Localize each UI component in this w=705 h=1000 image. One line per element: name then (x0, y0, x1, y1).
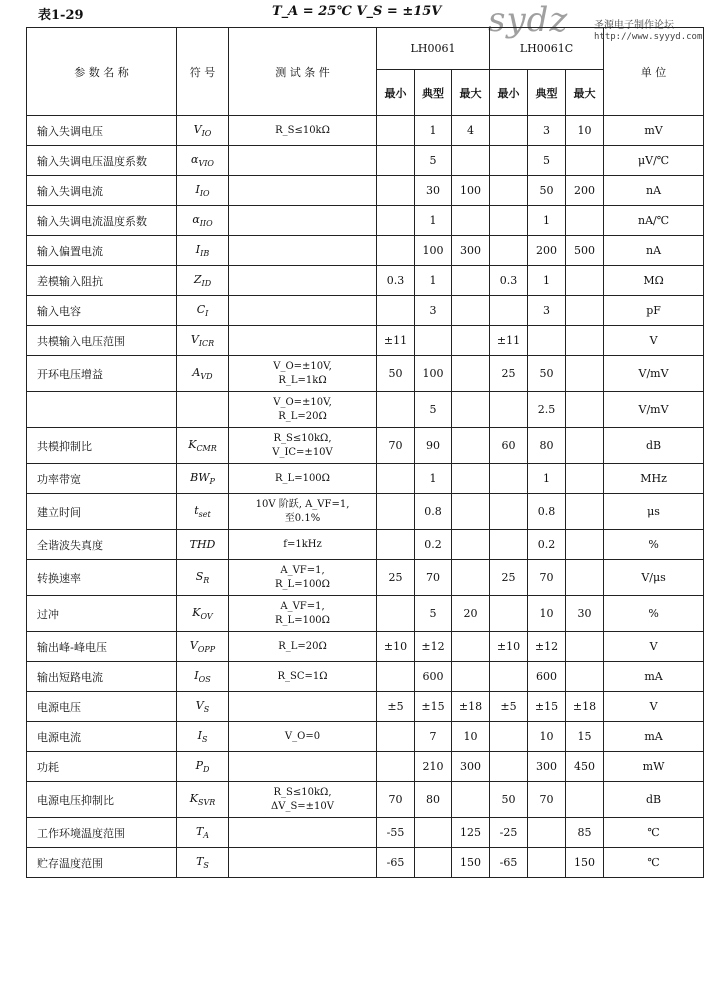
param-symbol: $S_R$ (177, 560, 229, 596)
lh0061-max: 20 (452, 596, 490, 632)
test-conditions: T_A = 25℃ V_S = ±15V (272, 4, 442, 19)
param-unit: μV/℃ (604, 146, 704, 176)
param-symbol: $V_{IO}$ (177, 116, 229, 146)
header-max: 最大 (452, 70, 490, 116)
table-row (27, 326, 704, 356)
lh0061c-max: 150 (566, 848, 604, 878)
lh0061c-max (566, 392, 604, 428)
param-symbol: $V_{ICR}$ (177, 326, 229, 356)
test-condition (229, 752, 377, 782)
param-unit: mV (604, 116, 704, 146)
lh0061c-typ: 0.8 (528, 494, 566, 530)
lh0061-max (452, 530, 490, 560)
lh0061-min (377, 392, 415, 428)
lh0061c-max (566, 632, 604, 662)
lh0061c-typ (528, 326, 566, 356)
param-symbol (177, 392, 229, 428)
lh0061c-typ: 0.2 (528, 530, 566, 560)
param-symbol: $A_{VD}$ (177, 356, 229, 392)
test-condition: V_O=0 (229, 722, 377, 752)
param-symbol: THD (177, 530, 229, 560)
header-typ: 典型 (528, 70, 566, 116)
lh0061c-max (566, 146, 604, 176)
test-condition: f=1kHz (229, 530, 377, 560)
table-row (27, 266, 704, 296)
param-name: 功率带宽 (27, 464, 177, 494)
lh0061c-min (490, 596, 528, 632)
lh0061-typ: 600 (415, 662, 452, 692)
header-device-lh0061: LH0061 (377, 28, 490, 70)
lh0061-typ: 1 (415, 116, 452, 146)
param-symbol: $I_{OS}$ (177, 662, 229, 692)
lh0061-max (452, 782, 490, 818)
param-name: 功耗 (27, 752, 177, 782)
lh0061c-min (490, 662, 528, 692)
lh0061c-max: 30 (566, 596, 604, 632)
param-unit: V (604, 326, 704, 356)
lh0061-max (452, 296, 490, 326)
lh0061c-max: 500 (566, 236, 604, 266)
test-condition: R_L=100Ω (229, 464, 377, 494)
lh0061-typ (415, 848, 452, 878)
param-unit: V/mV (604, 356, 704, 392)
lh0061-min (377, 722, 415, 752)
param-unit: pF (604, 296, 704, 326)
lh0061-max: 100 (452, 176, 490, 206)
table-row (27, 692, 704, 722)
lh0061c-max (566, 206, 604, 236)
param-name: 转换速率 (27, 560, 177, 596)
param-name: 贮存温度范围 (27, 848, 177, 878)
header-symbol: 符 号 (177, 28, 229, 116)
param-unit: mA (604, 722, 704, 752)
lh0061c-typ: 300 (528, 752, 566, 782)
lh0061-min: -55 (377, 818, 415, 848)
param-unit: MΩ (604, 266, 704, 296)
table-row (27, 782, 704, 818)
lh0061-min: 25 (377, 560, 415, 596)
lh0061-min: ±10 (377, 632, 415, 662)
lh0061c-min: -65 (490, 848, 528, 878)
lh0061-min: ±11 (377, 326, 415, 356)
lh0061c-typ: 1 (528, 266, 566, 296)
table-row (27, 392, 704, 428)
lh0061-max (452, 428, 490, 464)
lh0061-typ: 5 (415, 146, 452, 176)
param-name: 输入失调电压 (27, 116, 177, 146)
param-unit: nA (604, 236, 704, 266)
lh0061c-max: 85 (566, 818, 604, 848)
lh0061c-max (566, 782, 604, 818)
test-condition: V_O=±10V, R_L=1kΩ (229, 356, 377, 392)
lh0061c-typ: ±15 (528, 692, 566, 722)
lh0061c-max: 10 (566, 116, 604, 146)
param-symbol: $BW_P$ (177, 464, 229, 494)
test-condition (229, 296, 377, 326)
lh0061-max (452, 494, 490, 530)
lh0061c-max (566, 464, 604, 494)
lh0061-min (377, 206, 415, 236)
param-unit: V (604, 632, 704, 662)
table-row (27, 560, 704, 596)
test-condition: A_VF=1, R_L=100Ω (229, 560, 377, 596)
table-row (27, 530, 704, 560)
lh0061-min: 70 (377, 428, 415, 464)
lh0061-typ: 90 (415, 428, 452, 464)
lh0061-min (377, 236, 415, 266)
lh0061c-max (566, 326, 604, 356)
param-name: 输入电容 (27, 296, 177, 326)
param-symbol: $K_{CMR}$ (177, 428, 229, 464)
watermark-url: http://www.syyyd.com (594, 32, 703, 42)
lh0061c-typ: 70 (528, 782, 566, 818)
test-condition: 10V 阶跃, A_VF=1, 至0.1% (229, 494, 377, 530)
lh0061-min (377, 116, 415, 146)
table-row (27, 752, 704, 782)
header-min: 最小 (490, 70, 528, 116)
param-name: 输入失调电流 (27, 176, 177, 206)
param-name: 输入失调电压温度系数 (27, 146, 177, 176)
lh0061-max: 300 (452, 236, 490, 266)
header-typ: 典型 (415, 70, 452, 116)
table-row (27, 296, 704, 326)
lh0061c-min (490, 752, 528, 782)
table-row (27, 494, 704, 530)
lh0061c-max (566, 494, 604, 530)
param-name: 电源电流 (27, 722, 177, 752)
lh0061-typ: 7 (415, 722, 452, 752)
lh0061c-max (566, 530, 604, 560)
lh0061-typ (415, 326, 452, 356)
param-unit: μs (604, 494, 704, 530)
param-symbol: $C_I$ (177, 296, 229, 326)
lh0061-typ: 210 (415, 752, 452, 782)
table-row (27, 356, 704, 392)
lh0061c-min: 25 (490, 356, 528, 392)
param-symbol: $K_{SVR}$ (177, 782, 229, 818)
test-condition (229, 326, 377, 356)
param-name: 共模输入电压范围 (27, 326, 177, 356)
table-row (27, 206, 704, 236)
lh0061c-typ: 5 (528, 146, 566, 176)
lh0061-typ: 5 (415, 392, 452, 428)
lh0061-max (452, 662, 490, 692)
lh0061-max: 150 (452, 848, 490, 878)
lh0061c-min (490, 392, 528, 428)
test-condition (229, 206, 377, 236)
lh0061c-typ: 50 (528, 356, 566, 392)
param-unit: V/μs (604, 560, 704, 596)
lh0061c-typ: 3 (528, 296, 566, 326)
param-symbol: $I_{IB}$ (177, 236, 229, 266)
param-unit: mA (604, 662, 704, 692)
lh0061c-max (566, 662, 604, 692)
lh0061-max (452, 356, 490, 392)
lh0061-max (452, 560, 490, 596)
lh0061-typ: 70 (415, 560, 452, 596)
table-row (27, 848, 704, 878)
table-row (27, 662, 704, 692)
test-condition: R_S≤10kΩ, ΔV_S=±10V (229, 782, 377, 818)
lh0061-min: 50 (377, 356, 415, 392)
param-symbol: $V_S$ (177, 692, 229, 722)
param-symbol: $\alpha_{VIO}$ (177, 146, 229, 176)
lh0061c-typ (528, 818, 566, 848)
lh0061c-max: 200 (566, 176, 604, 206)
param-symbol: $P_D$ (177, 752, 229, 782)
test-condition (229, 818, 377, 848)
param-symbol: $\alpha_{IIO}$ (177, 206, 229, 236)
lh0061-typ: 1 (415, 266, 452, 296)
test-condition: R_S≤10kΩ, V_IC=±10V (229, 428, 377, 464)
lh0061-min (377, 596, 415, 632)
lh0061-typ: 100 (415, 236, 452, 266)
lh0061c-typ: 200 (528, 236, 566, 266)
test-condition: A_VF=1, R_L=100Ω (229, 596, 377, 632)
lh0061c-typ: 1 (528, 464, 566, 494)
lh0061-typ: ±12 (415, 632, 452, 662)
param-unit: nA/℃ (604, 206, 704, 236)
test-condition (229, 848, 377, 878)
lh0061-typ: ±15 (415, 692, 452, 722)
lh0061c-min (490, 236, 528, 266)
lh0061c-typ: 50 (528, 176, 566, 206)
lh0061-typ: 1 (415, 206, 452, 236)
lh0061c-min: ±10 (490, 632, 528, 662)
lh0061c-max (566, 356, 604, 392)
table-row (27, 116, 704, 146)
lh0061-min (377, 176, 415, 206)
lh0061c-min (490, 530, 528, 560)
lh0061-max (452, 632, 490, 662)
lh0061-min (377, 494, 415, 530)
lh0061-max (452, 266, 490, 296)
lh0061c-typ: 600 (528, 662, 566, 692)
param-name: 建立时间 (27, 494, 177, 530)
lh0061-min (377, 464, 415, 494)
lh0061c-min (490, 176, 528, 206)
table-row (27, 818, 704, 848)
lh0061-min (377, 530, 415, 560)
lh0061c-min: ±11 (490, 326, 528, 356)
param-unit: dB (604, 428, 704, 464)
lh0061c-typ: 10 (528, 596, 566, 632)
lh0061c-typ: 3 (528, 116, 566, 146)
lh0061-min (377, 146, 415, 176)
param-symbol: $T_S$ (177, 848, 229, 878)
lh0061-max (452, 146, 490, 176)
lh0061c-min: 0.3 (490, 266, 528, 296)
param-symbol: $I_{IO}$ (177, 176, 229, 206)
lh0061c-min (490, 722, 528, 752)
header-min: 最小 (377, 70, 415, 116)
param-unit: V/mV (604, 392, 704, 428)
test-condition (229, 692, 377, 722)
param-unit: MHz (604, 464, 704, 494)
lh0061c-typ: 80 (528, 428, 566, 464)
param-name: 开环电压增益 (27, 356, 177, 392)
lh0061-max (452, 392, 490, 428)
lh0061-typ: 3 (415, 296, 452, 326)
lh0061-max (452, 326, 490, 356)
table-row (27, 632, 704, 662)
lh0061-min (377, 662, 415, 692)
lh0061c-typ: 2.5 (528, 392, 566, 428)
param-name: 差模输入阻抗 (27, 266, 177, 296)
lh0061-typ: 80 (415, 782, 452, 818)
test-condition (229, 266, 377, 296)
header-param: 参 数 名 称 (27, 28, 177, 116)
param-unit: % (604, 596, 704, 632)
param-unit: ℃ (604, 848, 704, 878)
test-condition: R_S≤10kΩ (229, 116, 377, 146)
lh0061-min: ±5 (377, 692, 415, 722)
lh0061c-max (566, 428, 604, 464)
test-condition: V_O=±10V, R_L=20Ω (229, 392, 377, 428)
watermark-logo: sydz (488, 0, 569, 40)
param-symbol: $Z_{ID}$ (177, 266, 229, 296)
table-row (27, 236, 704, 266)
test-condition (229, 236, 377, 266)
table-row (27, 464, 704, 494)
lh0061c-typ: 10 (528, 722, 566, 752)
lh0061c-max (566, 266, 604, 296)
param-name: 电源电压 (27, 692, 177, 722)
lh0061c-max (566, 296, 604, 326)
param-symbol: $V_{OPP}$ (177, 632, 229, 662)
param-symbol: $I_S$ (177, 722, 229, 752)
param-unit: V (604, 692, 704, 722)
param-unit: % (604, 530, 704, 560)
lh0061-max: ±18 (452, 692, 490, 722)
lh0061c-typ (528, 848, 566, 878)
lh0061c-min: 60 (490, 428, 528, 464)
lh0061c-min (490, 296, 528, 326)
lh0061c-min: -25 (490, 818, 528, 848)
param-unit: dB (604, 782, 704, 818)
param-name: 输入偏置电流 (27, 236, 177, 266)
param-name: 输出峰-峰电压 (27, 632, 177, 662)
param-name: 输入失调电流温度系数 (27, 206, 177, 236)
lh0061c-max: 15 (566, 722, 604, 752)
lh0061-typ: 30 (415, 176, 452, 206)
lh0061c-min (490, 494, 528, 530)
test-condition (229, 146, 377, 176)
lh0061-max: 125 (452, 818, 490, 848)
param-name: 工作环境温度范围 (27, 818, 177, 848)
param-name: 输出短路电流 (27, 662, 177, 692)
lh0061c-typ: 70 (528, 560, 566, 596)
param-name: 过冲 (27, 596, 177, 632)
table-row (27, 596, 704, 632)
spec-table (26, 27, 704, 878)
lh0061c-typ: 1 (528, 206, 566, 236)
lh0061-max (452, 464, 490, 494)
lh0061-min (377, 296, 415, 326)
lh0061c-min (490, 116, 528, 146)
lh0061-min: 70 (377, 782, 415, 818)
test-condition: R_SC=1Ω (229, 662, 377, 692)
lh0061c-min (490, 464, 528, 494)
lh0061c-min: 25 (490, 560, 528, 596)
lh0061c-max: ±18 (566, 692, 604, 722)
param-unit: ℃ (604, 818, 704, 848)
lh0061c-min (490, 206, 528, 236)
table-number: 表1-29 (38, 8, 84, 23)
lh0061-min: 0.3 (377, 266, 415, 296)
lh0061c-typ: ±12 (528, 632, 566, 662)
watermark-site-name: 圣源电子制作论坛 (594, 20, 674, 31)
table-body (27, 116, 704, 878)
param-symbol: $t_{set}$ (177, 494, 229, 530)
lh0061-typ: 0.2 (415, 530, 452, 560)
lh0061-min (377, 752, 415, 782)
lh0061-min: -65 (377, 848, 415, 878)
lh0061-max: 300 (452, 752, 490, 782)
table-row (27, 722, 704, 752)
table-row (27, 176, 704, 206)
lh0061-typ (415, 818, 452, 848)
header-max: 最大 (566, 70, 604, 116)
param-name (27, 392, 177, 428)
param-symbol: $K_{OV}$ (177, 596, 229, 632)
table-row (27, 146, 704, 176)
lh0061-typ: 1 (415, 464, 452, 494)
lh0061-max (452, 206, 490, 236)
param-name: 共模抑制比 (27, 428, 177, 464)
lh0061-typ: 0.8 (415, 494, 452, 530)
lh0061c-max: 450 (566, 752, 604, 782)
param-name: 电源电压抑制比 (27, 782, 177, 818)
lh0061-max: 10 (452, 722, 490, 752)
header-device-lh0061c: LH0061C (490, 28, 604, 70)
param-unit: nA (604, 176, 704, 206)
lh0061-max: 4 (452, 116, 490, 146)
param-name: 全谐波失真度 (27, 530, 177, 560)
test-condition: R_L=20Ω (229, 632, 377, 662)
lh0061c-max (566, 560, 604, 596)
param-unit: mW (604, 752, 704, 782)
test-condition (229, 176, 377, 206)
param-symbol: $T_A$ (177, 818, 229, 848)
lh0061c-min: 50 (490, 782, 528, 818)
lh0061-typ: 5 (415, 596, 452, 632)
header-test: 测 试 条 件 (229, 28, 377, 116)
lh0061-typ: 100 (415, 356, 452, 392)
lh0061c-min (490, 146, 528, 176)
table-row (27, 428, 704, 464)
lh0061c-min: ±5 (490, 692, 528, 722)
header-unit: 单 位 (604, 28, 704, 116)
